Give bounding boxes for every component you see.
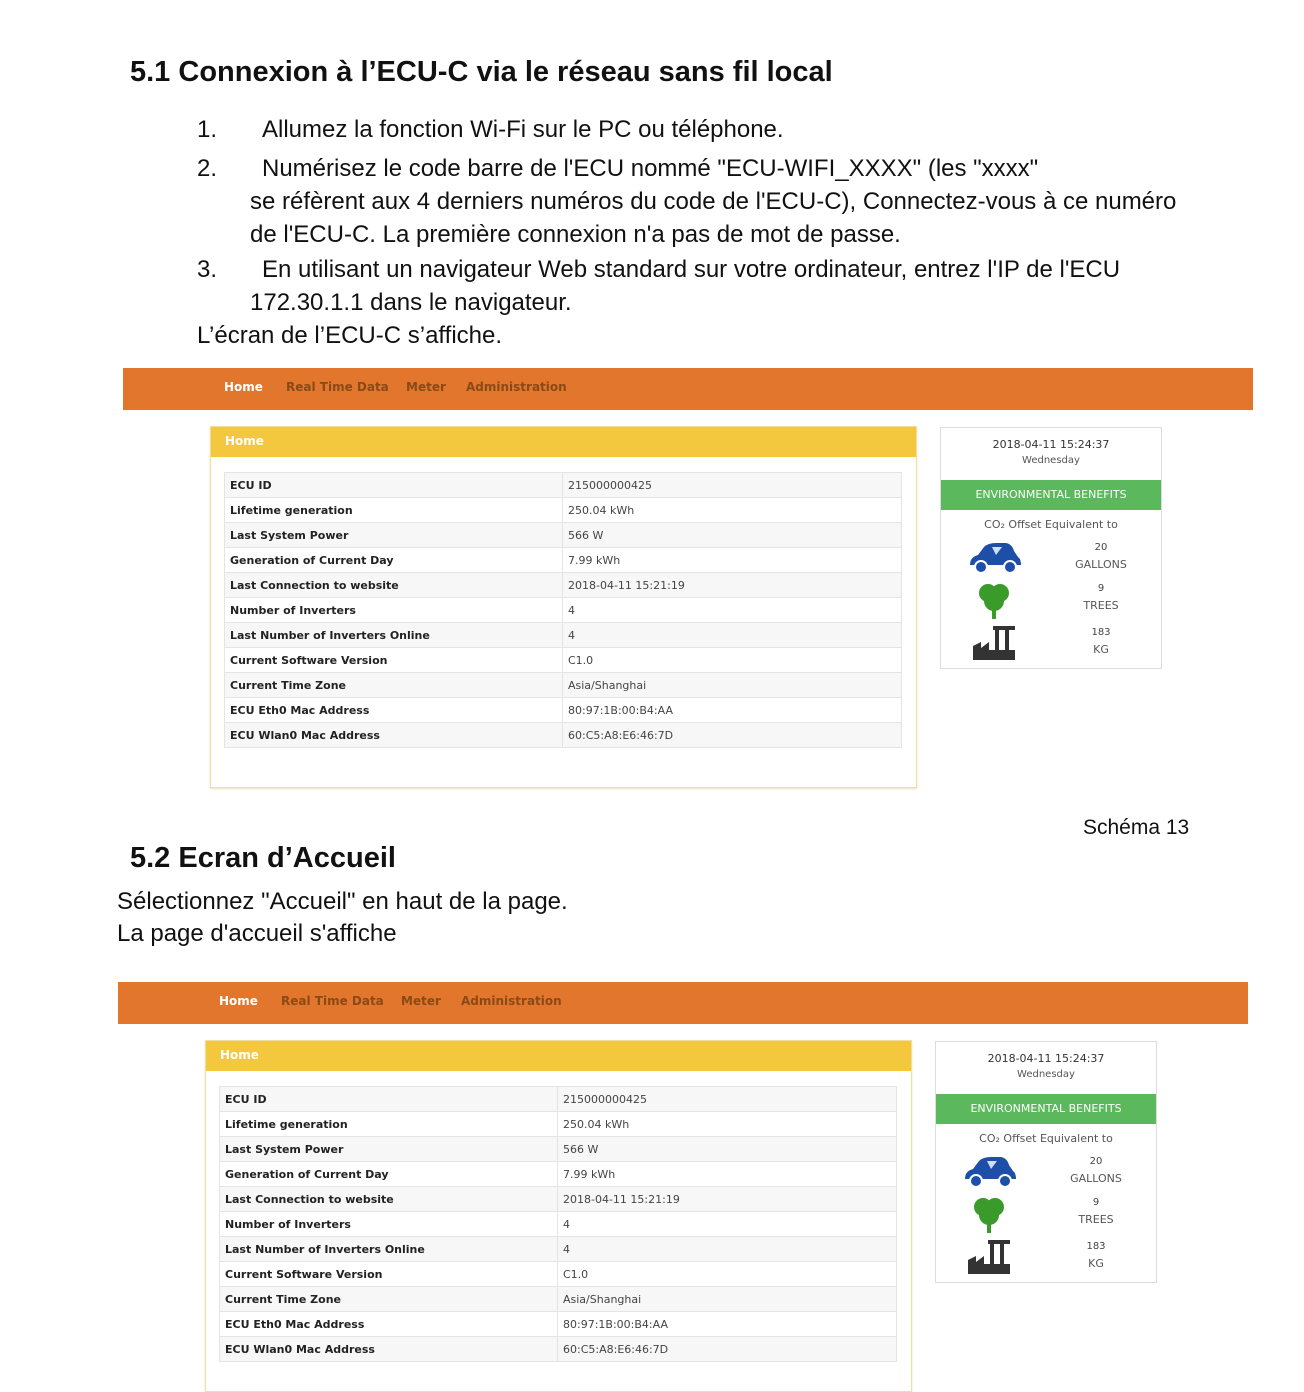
row-value: C1.0 <box>558 1262 897 1287</box>
row-key: Last Number of Inverters Online <box>220 1237 558 1262</box>
nav-meter[interactable]: Meter <box>401 994 441 1008</box>
row-value: 566 W <box>563 523 902 548</box>
env-benefits-title: ENVIRONMENTAL BENEFITS <box>941 480 1161 510</box>
row-value: 4 <box>563 623 902 648</box>
table-row <box>220 1237 897 1262</box>
row-key: Current Time Zone <box>225 673 563 698</box>
table-row <box>220 1262 897 1287</box>
row-key: ECU Wlan0 Mac Address <box>220 1337 558 1362</box>
row-value: 4 <box>558 1237 897 1262</box>
step-text: Numérisez le code barre de l'ECU nommé "ECU-WIFI_XXXX" (les "xxxx" <box>262 155 1039 182</box>
row-key: Current Time Zone <box>220 1287 558 1312</box>
row-value: Asia/Shanghai <box>563 673 902 698</box>
table-row <box>220 1212 897 1237</box>
row-value: 60:C5:A8:E6:46:7D <box>563 723 902 748</box>
row-value: 566 W <box>558 1137 897 1162</box>
kg-value: 183 <box>1091 627 1111 638</box>
gallons-unit: GALLONS <box>1075 558 1127 571</box>
ecu-info-table <box>219 1086 897 1362</box>
env-benefits-title: ENVIRONMENTAL BENEFITS <box>936 1094 1156 1124</box>
table-row <box>225 673 902 698</box>
trees-unit: TREES <box>1083 599 1119 612</box>
row-value: 60:C5:A8:E6:46:7D <box>558 1337 897 1362</box>
nav-administration[interactable]: Administration <box>466 380 567 394</box>
datetime: 2018-04-11 15:24:37 <box>987 1052 1105 1065</box>
section-title-5-1: 5.1 Connexion à l’ECU-C via le réseau sans fil local <box>130 56 833 88</box>
row-value: 2018-04-11 15:21:19 <box>558 1187 897 1212</box>
row-key: Lifetime generation <box>225 498 563 523</box>
row-value: 250.04 kWh <box>563 498 902 523</box>
row-value: 215000000425 <box>558 1087 897 1112</box>
kg-unit: KG <box>1088 1257 1104 1270</box>
table-row <box>225 648 902 673</box>
nav-real-time-data[interactable]: Real Time Data <box>281 994 384 1008</box>
row-key: ECU ID <box>220 1087 558 1112</box>
gallons-value: 20 <box>1089 1156 1103 1167</box>
row-value: 4 <box>563 598 902 623</box>
row-value: 80:97:1B:00:B4:AA <box>558 1312 897 1337</box>
panel-title: Home <box>206 1041 911 1071</box>
step-text: de l'ECU-C. La première connexion n'a pas de mot de passe. <box>250 221 901 248</box>
figure-caption: Schéma 13 <box>1083 816 1190 839</box>
table-row <box>220 1287 897 1312</box>
table-row <box>225 623 902 648</box>
step-text: Allumez la fonction Wi-Fi sur le PC ou téléphone. <box>262 116 784 143</box>
nav-meter[interactable]: Meter <box>406 380 446 394</box>
gallons-unit: GALLONS <box>1070 1172 1122 1185</box>
row-key: Last System Power <box>225 523 563 548</box>
row-key: Current Software Version <box>225 648 563 673</box>
ecu-nav-bar <box>118 982 1248 1024</box>
row-key: ECU Eth0 Mac Address <box>225 698 563 723</box>
row-key: Last Connection to website <box>220 1187 558 1212</box>
benefits-panel <box>940 427 1162 669</box>
co2-label: CO₂ Offset Equivalent to <box>984 518 1118 531</box>
table-row <box>220 1187 897 1212</box>
step-text: 172.30.1.1 dans le navigateur. <box>250 289 572 316</box>
table-row <box>225 573 902 598</box>
row-key: Lifetime generation <box>220 1112 558 1137</box>
benefits-panel <box>935 1041 1157 1283</box>
kg-value: 183 <box>1086 1241 1106 1252</box>
car-icon <box>966 541 1022 575</box>
ecu-info-table <box>224 472 902 748</box>
nav-home[interactable]: Home <box>224 380 263 394</box>
row-value: 80:97:1B:00:B4:AA <box>563 698 902 723</box>
table-row <box>225 548 902 573</box>
row-value: 250.04 kWh <box>558 1112 897 1137</box>
row-key: Last System Power <box>220 1137 558 1162</box>
row-key: Last Number of Inverters Online <box>225 623 563 648</box>
step-text: En utilisant un navigateur Web standard sur votre ordinateur, entrez l'IP de l'ECU <box>262 256 1121 283</box>
row-key: Last Connection to website <box>225 573 563 598</box>
trees-value: 9 <box>1097 583 1105 594</box>
table-row <box>225 598 902 623</box>
ecu-nav-bar <box>123 368 1253 410</box>
row-key: Number of Inverters <box>220 1212 558 1237</box>
row-value: 215000000425 <box>563 473 902 498</box>
section-title-5-2: 5.2 Ecran d’Accueil <box>130 842 396 874</box>
row-key: Current Software Version <box>220 1262 558 1287</box>
row-value: Asia/Shanghai <box>558 1287 897 1312</box>
panel-title: Home <box>211 427 916 457</box>
paragraph: Sélectionnez "Accueil" en haut de la page. <box>117 888 568 915</box>
row-key: ECU Eth0 Mac Address <box>220 1312 558 1337</box>
table-row <box>225 498 902 523</box>
row-value: C1.0 <box>563 648 902 673</box>
table-row <box>225 473 902 498</box>
paragraph: L’écran de l’ECU-C s’affiche. <box>197 322 503 349</box>
paragraph: La page d'accueil s'affiche <box>117 920 397 947</box>
row-key: Generation of Current Day <box>220 1162 558 1187</box>
trees-value: 9 <box>1092 1197 1100 1208</box>
tree-icon <box>976 581 1012 619</box>
row-key: Number of Inverters <box>225 598 563 623</box>
nav-administration[interactable]: Administration <box>461 994 562 1008</box>
row-key: Generation of Current Day <box>225 548 563 573</box>
nav-real-time-data[interactable]: Real Time Data <box>286 380 389 394</box>
step-number: 3. <box>197 256 218 283</box>
row-value: 2018-04-11 15:21:19 <box>563 573 902 598</box>
table-row <box>225 723 902 748</box>
table-row <box>220 1337 897 1362</box>
kg-unit: KG <box>1093 643 1109 656</box>
weekday: Wednesday <box>1022 455 1080 466</box>
step-number: 1. <box>197 116 218 143</box>
row-value: 4 <box>558 1212 897 1237</box>
row-key: ECU Wlan0 Mac Address <box>225 723 563 748</box>
trees-unit: TREES <box>1078 1213 1114 1226</box>
tree-icon <box>971 1195 1007 1233</box>
step-text: se réfèrent aux 4 derniers numéros du code de l'ECU-C), Connectez-vous à ce numéro <box>250 188 1177 215</box>
factory-icon <box>966 1238 1012 1274</box>
row-value: 7.99 kWh <box>563 548 902 573</box>
table-row <box>220 1162 897 1187</box>
table-row <box>225 523 902 548</box>
gallons-value: 20 <box>1094 542 1108 553</box>
datetime: 2018-04-11 15:24:37 <box>992 438 1110 451</box>
weekday: Wednesday <box>1017 1069 1075 1080</box>
table-row <box>220 1312 897 1337</box>
row-value: 7.99 kWh <box>558 1162 897 1187</box>
nav-home[interactable]: Home <box>219 994 258 1008</box>
table-row <box>220 1112 897 1137</box>
row-key: ECU ID <box>225 473 563 498</box>
co2-label: CO₂ Offset Equivalent to <box>979 1132 1113 1145</box>
table-row <box>220 1137 897 1162</box>
factory-icon <box>971 624 1017 660</box>
table-row <box>220 1087 897 1112</box>
table-row <box>225 698 902 723</box>
car-icon <box>961 1155 1017 1189</box>
step-number: 2. <box>197 155 218 182</box>
